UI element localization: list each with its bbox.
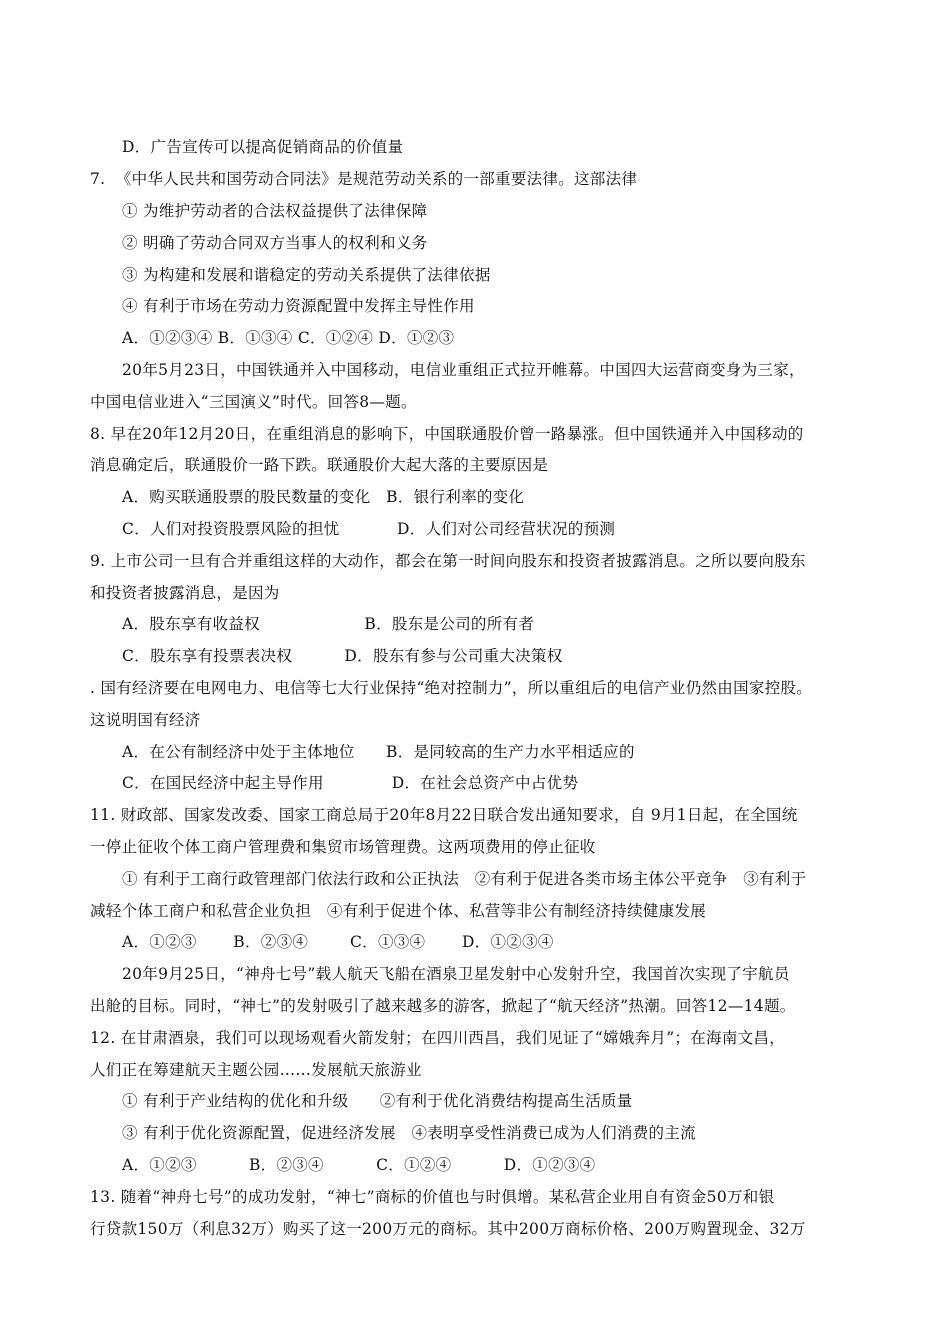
q12-options: A．①②③ B．②③④ C．①②④ D．①②③④ bbox=[122, 1156, 596, 1174]
q13-stem-line-2: 行贷款150万（利息32万）购买了这一200万元的商标。其中200万商标价格、200万购置现金、32万 bbox=[90, 1220, 806, 1238]
q7-statement-1: ① 为维护劳动者的合法权益提供了法律保障 bbox=[122, 202, 428, 220]
q12-statements-line-1: ① 有利于产业结构的优化和升级 ②有利于优化消费结构提高生活质量 bbox=[122, 1092, 633, 1110]
q8-stem-line-2: 消息确定后，联通股价一路下跌。联通股价大起大落的主要原因是 bbox=[90, 456, 549, 474]
q7-statement-3: ③ 为构建和发展和谐稳定的劳动关系提供了法律依据 bbox=[122, 266, 491, 284]
q12-statements-line-2: ③ 有利于优化资源配置，促进经济发展 ④表明享受性消费已成为人们消费的主流 bbox=[122, 1124, 696, 1142]
q10-options-cd: C．在国民经济中起主导作用 D．在社会总资产中占优势 bbox=[122, 774, 579, 792]
q12-stem-line-1: 12. 在甘肃酒泉，我们可以现场观看火箭发射；在四川西昌，我们见证了“嫦娥奔月”；在海南文昌， bbox=[90, 1029, 786, 1047]
q10-stem-line-1: . 国有经济要在电网电力、电信等七大行业保持“绝对控制力”，所以重组后的电信产业仍然由国家控股。 bbox=[90, 679, 813, 697]
passage-12-line-2: 出舱的目标。同时，“神七”的发射吸引了越来越多的游客，掀起了“航天经济”热潮。回答12—14题。 bbox=[90, 997, 796, 1015]
q7-stem: 7. 《中华人民共和国劳动合同法》是规范劳动关系的一部重要法律。这部法律 bbox=[90, 170, 638, 188]
q9-options-ab: A．股东享有收益权 B．股东是公司的所有者 bbox=[122, 615, 535, 633]
q11-stem-line-1: 11. 财政部、国家发改委、国家工商总局于20年8月22日联合发出通知要求，自 9月1日起，在全国统 bbox=[90, 806, 798, 824]
q7-statement-4: ④ 有利于市场在劳动力资源配置中发挥主导性作用 bbox=[122, 297, 475, 315]
q13-stem-line-1: 13. 随着“神舟七号”的成功发射，“神七”商标的价值也与时俱增。某私营企业用自有资金50万和银 bbox=[90, 1188, 775, 1206]
passage-8-line-2: 中国电信业进入“三国演义”时代。回答8—题。 bbox=[90, 393, 417, 411]
q10-stem-line-2: 这说明国有经济 bbox=[90, 711, 201, 729]
q11-options: A．①②③ B．②③④ C．①③④ D．①②③④ bbox=[122, 933, 554, 951]
q8-stem-line-1: 8. 早在20年12月20日，在重组消息的影响下，中国联通股价曾一路暴涨。但中国铁通并入中国移动的 bbox=[90, 425, 804, 443]
passage-8-line-1: 20年5月23日，中国铁通并入中国移动，电信业重组正式拉开帷幕。中国四大运营商变身为三家， bbox=[122, 361, 805, 379]
q7-statement-2: ② 明确了劳动合同双方当事人的权利和义务 bbox=[122, 234, 428, 252]
q11-statements-line-1: ① 有利于工商行政管理部门依法行政和公正执法 ②有利于促进各类市场主体公平竞争 ③有利于 bbox=[122, 870, 807, 888]
q9-stem-line-2: 和投资者披露消息，是因为 bbox=[90, 584, 280, 602]
q6-option-d: D．广告宣传可以提高促销商品的价值量 bbox=[122, 138, 404, 156]
q9-options-cd: C．股东享有投票表决权 D．股东有参与公司重大决策权 bbox=[122, 647, 563, 665]
q7-options: A．①②③④ B．①③④ C．①②④ D．①②③ bbox=[122, 329, 455, 347]
passage-12-line-1: 20年9月25日，“神舟七号”载人航天飞船在酒泉卫星发射中心发射升空，我国首次实现了宇航员 bbox=[122, 965, 790, 983]
q11-stem-line-2: 一停止征收个体工商户管理费和集贸市场管理费。这两项费用的停止征收 bbox=[90, 838, 596, 856]
q9-stem-line-1: 9. 上市公司一旦有合并重组这样的大动作，都会在第一时间向股东和投资者披露消息。之所以要向股东 bbox=[90, 552, 806, 570]
q12-stem-line-2: 人们正在筹建航天主题公园……发展航天旅游业 bbox=[90, 1061, 422, 1079]
q8-options-cd: C．人们对投资股票风险的担忧 D．人们对公司经营状况的预测 bbox=[122, 520, 616, 538]
q8-options-ab: A．购买联通股票的股民数量的变化 B．银行利率的变化 bbox=[122, 488, 525, 506]
q11-statements-line-2: 减轻个体工商户和私营企业负担 ④有利于促进个体、私营等非公有制经济持续健康发展 bbox=[90, 902, 707, 920]
q10-options-ab: A．在公有制经济中处于主体地位 B．是同较高的生产力水平相适应的 bbox=[122, 743, 635, 761]
